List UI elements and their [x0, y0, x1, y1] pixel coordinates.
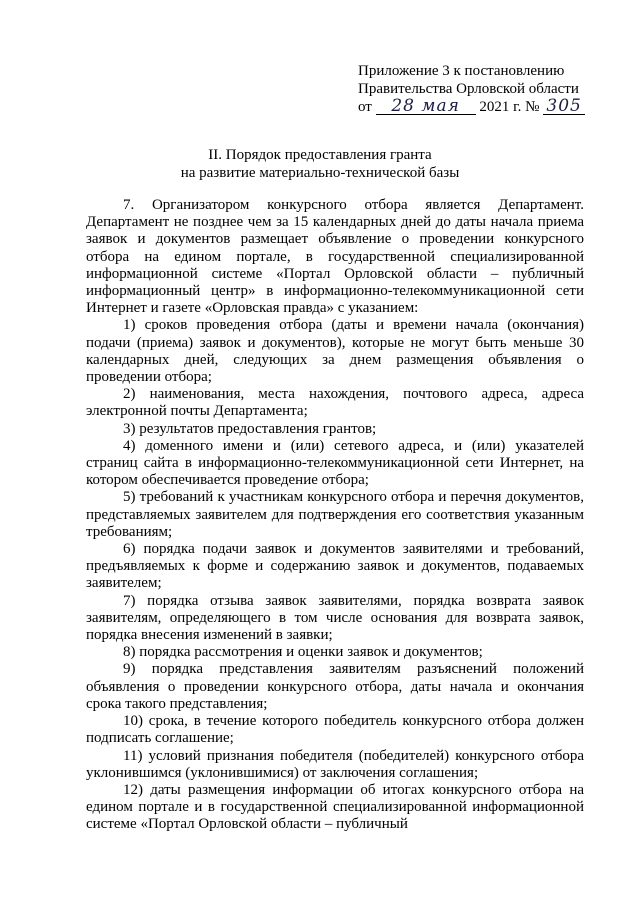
list-item-10: 10) срока, в течение которого победитель конкурсного отбора должен подписать соглашение;	[86, 713, 584, 747]
document-body	[86, 197, 584, 834]
appendix-line-2: Правительства Орловской области	[358, 81, 579, 97]
list-item-5: 5) требований к участникам конкурсного отбора и перечня документов, представляемых заявителем для подтверждения его соответствия указанным требованиям;	[86, 489, 584, 540]
heading-line-1: II. Порядок предоставления гранта	[208, 147, 432, 163]
heading-line-2: на развитие материально-технической базы	[180, 165, 460, 181]
list-item-12: 12) даты размещения информации об итогах конкурсного отбора на едином портале и в государственной специализированной информационной системе «Портал Орловской области – публичный	[86, 781, 584, 833]
appendix-from: от	[358, 99, 372, 115]
handwritten-number: 305	[543, 98, 585, 115]
list-item-7: 7) порядка отзыва заявок заявителями, порядка возврата заявок заявителям, определяющего в том числе основания для возврата заявок, порядка внесения изменений в заявки;	[86, 592, 584, 644]
appendix-line-3	[358, 98, 598, 116]
appendix-header	[358, 62, 598, 116]
list-item-11: 11) условий признания победителя (победителей) конкурсного отбора уклонившимся (уклонившимися) от заключения соглашения;	[86, 747, 584, 781]
appendix-line-1: Приложение 3 к постановлению	[358, 63, 565, 79]
list-item-4: 4) доменного имени и (или) сетевого адреса, и (или) указателей страниц сайта в информационно-телекоммуникационной сети Интернет, на котором обеспечивается проведение отбора;	[86, 437, 584, 489]
paragraph-7: 7. Организатором конкурсного отбора является Департамент. Департамент не позднее чем за 15 календарных дней до даты начала приема заявок и документов размещает объявление о проведении конкурсного отбора на едином портале, в государственной специализированной информационной системе «Портал Орловской области – публичный информационный центр» в информационно-телекоммуникационной сети Интернет и газете «Орловская правда» с указанием:	[86, 197, 584, 317]
handwritten-date: 28 мая	[376, 98, 476, 115]
appendix-year: 2021 г. №	[479, 99, 540, 115]
list-item-6: 6) порядка подачи заявок и документов заявителями и требований, предъявляемых к форме и содержанию заявок и документов, подаваемых заявителем;	[86, 541, 584, 592]
section-heading	[0, 146, 640, 182]
list-item-3: 3) результатов предоставления грантов;	[123, 420, 377, 437]
list-item-8: 8) порядка рассмотрения и оценки заявок и документов;	[123, 644, 483, 661]
list-item-9: 9) порядка представления заявителям разъяснений положений объявления о проведении конкурсного отбора, даты начала и окончания срока такого представления;	[86, 661, 584, 712]
list-item-1: 1) сроков проведения отбора (даты и времени начала (окончания) подачи (приема) заявок и документов), которые не могут быть меньше 30 календарных дней, следующих за днем размещения объявления о проведении отбора;	[86, 317, 584, 386]
list-item-2: 2) наименования, места нахождения, почтового адреса, адреса электронной почты Департамента;	[86, 386, 584, 420]
